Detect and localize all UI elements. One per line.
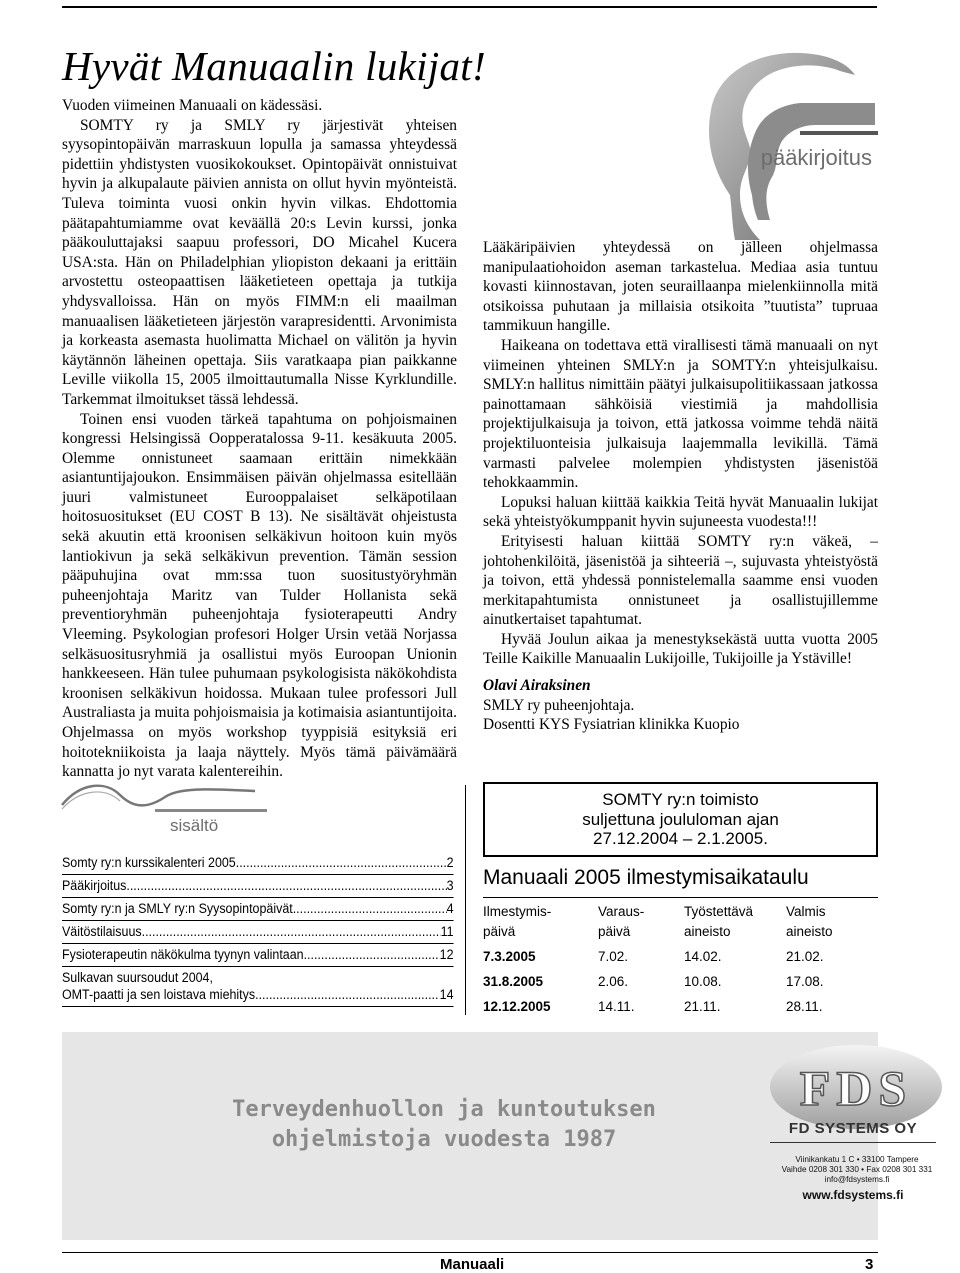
editorial-left-column xyxy=(62,96,457,782)
head-profile-logo xyxy=(640,45,880,245)
paragraph: Haikeana on todettava että virallisesti tämä manuaali on nyt viimeinen yhteinen SMLY:n ja SOMTY:n yhteisjulkaisu. SMLY:n hallitus nimittäin päätyi julkaisupolitiikassaan jatkossa painottamaan sähköisiä viestimiä ja mahdollisia projektijulkaisuja ja toivon, että jatkossa voimme tehdä näitä projektiluonteisia julkaisuja laajemmalla levikillä. Tämä varmasti palvelee molempien yhdistysten jäsenistöä tehokkaammin. xyxy=(483,336,878,492)
toc-item[interactable]: Pääkirjoitus ..... 3 xyxy=(62,875,454,898)
contents-logo xyxy=(60,775,270,835)
schedule-header-row: Ilmestymis- päivä Varaus- päivä Työstettävä aineisto Valmis aineisto xyxy=(483,904,833,939)
company-website[interactable]: www.fdsystems.fi xyxy=(802,1188,904,1202)
footer-rule xyxy=(62,1252,878,1253)
paragraph: Hyvää Joulun aikaa ja menestyksekästä uutta vuotta 2005 Teille Kaikille Manuaalin Lukijoille, Tukijoille ja Ystäville! xyxy=(483,630,878,668)
toc-item[interactable]: Sulkavan suursoudut 2004, OMT-paatti ja sen loistava miehitys ..... 14 xyxy=(62,967,454,1007)
page-number: 3 xyxy=(865,1256,874,1273)
signature-affiliation: Dosentti KYS Fysiatrian klinikka Kuopio xyxy=(483,716,740,734)
fds-advertisement[interactable] xyxy=(62,1032,933,1240)
toc-item[interactable]: Somty ry:n ja SMLY ry:n Syysopintopäivät ..... 4 xyxy=(62,898,454,921)
toc-item[interactable]: Fysioterapeutin näkökulma tyynyn valintaan ..... 12 xyxy=(62,944,454,967)
fds-logo xyxy=(768,1042,944,1132)
paragraph: Toinen ensi vuoden tärkeä tapahtuma on pohjoismainen kongressi Helsingissä Oopperatalossa 9-11. kesäkuuta 2005. Olemme onnistuneet saamaan erittäin nimekkään asiantuntijajoukon. Ensimmäisen päivän ohjelmassa esitellään juuri valmistuneet Eurooppalaiset selkäpotilaan hoitosuositukset (EU COST B 13). Ne sisältävät ohjeistusta sekä akuutin että kroonisen selkäkivun hoitoon kuin myös lantiokivun ja sekä selkäkivun prevention. Tämän session pääpuhujina ovat mm:ssa tuon suositustyöryhmän puheenjohtaja Maritz van Tulder Hollanista sekä preventioryhmän puheenjohtaja fysioterapeutti Andry Vleeming. Psykologian profesori Holger Ursin vetää Norjassa selkäsuositusryhmiä ja osallistui myös Euroopan Unionin hankkeeseen. Hän tulee puhumaan psykologisista näkökohdista kroonisen selkäkivun hoidossa. Mukaan tulee professori Jull Australiasta ja muita pohjoismaisia ja kotimaisia asiantuntijoita. Ohjelmassa on myös workshop tyyppisiä esityksiä eri hoitotekniikoista ja laaja näyttely. Myös tämä päivämäärä kannatta jo nyt varata kalentereihin. xyxy=(62,410,457,781)
paragraph: Vuoden viimeinen Manuaali on kädessäsi. xyxy=(62,97,323,114)
toc-item[interactable]: Somty ry:n kurssikalenteri 2005 ..... 2 xyxy=(62,852,454,875)
company-address: Viinikankatu 1 C • 33100 Tampere Vaihde 0208 301 330 • Fax 0208 301 331 info@fdsystems.fi xyxy=(781,1155,933,1184)
publication-name: Manuaali xyxy=(440,1256,505,1273)
signature-name: Olavi Airaksinen xyxy=(483,677,591,694)
signature-title: SMLY ry puheenjohtaja. xyxy=(483,696,635,714)
signature xyxy=(483,676,878,735)
column-divider xyxy=(465,785,466,1015)
logo-rule xyxy=(770,1142,936,1143)
page-title: Hyvät Manuaalin lukijat! xyxy=(62,43,486,89)
schedule-row: 31.8.2005 2.06. 10.08. 17.08. xyxy=(483,974,824,989)
office-closed-notice: SOMTY ry:n toimisto suljettuna joululoman ajan 27.12.2004 – 2.1.2005. xyxy=(483,782,878,857)
paragraph: Lopuksi haluan kiittää kaikkia Teitä hyvät Manuaalin lukijat sekä yhteistyökumppanit hyvin sujuneesta vuodesta!!! xyxy=(483,493,878,531)
top-rule xyxy=(62,6,877,8)
editorial-right-column xyxy=(483,238,878,669)
company-name: FD SYSTEMS OY xyxy=(788,1120,918,1137)
table-of-contents xyxy=(62,852,454,1007)
section-label: pääkirjoitus xyxy=(760,145,872,170)
toc-item[interactable]: Väitöstilaisuus ..... 11 xyxy=(62,921,454,944)
schedule-rule xyxy=(483,897,878,898)
schedule-title: Manuaali 2005 ilmestymisaikataulu xyxy=(483,866,809,889)
schedule-row: 7.3.2005 7.02. 14.02. 21.02. xyxy=(483,949,824,964)
paragraph: Lääkäripäivien yhteydessä on jälleen ohjelmassa manipulaatiohoidon aseman tarkastelua. Mediaa asia tuntuu kovasti kiinnostavan, joten seuraillaanpa mielenkiinnolla mitä otsikoissa puhutaan ja millaisia otsikoita ”tuutista” tupruaa tammikuun hangille. xyxy=(483,239,878,335)
schedule-row: 12.12.2005 14.11. 21.11. 28.11. xyxy=(483,999,823,1014)
schedule-table xyxy=(483,902,878,1017)
svg-text:FDS: FDS xyxy=(799,1060,913,1116)
paragraph: SOMTY ry ja SMLY ry järjestivät yhteisen syysopintopäivän marraskuun lopulla ja samassa yhteydessä pidettiin yhdistysten vuosikokoukset. Opintopäivät onnistuivat hyvin ja alkupalaute päivien annista on ollut hyvin myönteistä. Tuleva toiminta vuosi onkin hyvin vilkas. Ehdottomia päätapahtumiamme ovat keväällä 20:s Levin kurssi, jonka pääkouluttajaksi saapuu professori, DO Micahel Kucera USA:sta. Hän on Philadelphian yliopiston dekaani ja erittäin arvostettu osteopaattisen lääketieteen opettaja ja tutkija yhdysvalloissa. Hän on myös FIMM:n eli maailman manuaalisen lääketieteen järjestön varapresidentti. Arvonimista ja korkeasta asemasta huolimatta Michael on välitön ja hyvin käytännön läheinen opettaja. Siis varatkaapa pian paikkanne Leville viikolla 15, 2005 ilmoittautumalla Nisse Kyrklundille. Tarkemmat ilmoitukset tässä lehdessä. xyxy=(62,116,457,408)
ad-slogan: Terveydenhuollon ja kuntoutuksen ohjelmistoja vuodesta 1987 xyxy=(232,1097,656,1152)
paragraph: Erityisesti haluan kiittää SOMTY ry:n väkeä, –johtohenkilöitä, jäsenistöä ja sihteeriä –, sujuvasta yhteistyöstä ja toivon, että yhdessä ponnistelemalla saamme ensi vuoden merkitapahtumista onnistuneet ja osallistujillemme ainutkertaiset tapahtumat. xyxy=(483,532,878,629)
contents-label: sisältö xyxy=(170,816,219,835)
